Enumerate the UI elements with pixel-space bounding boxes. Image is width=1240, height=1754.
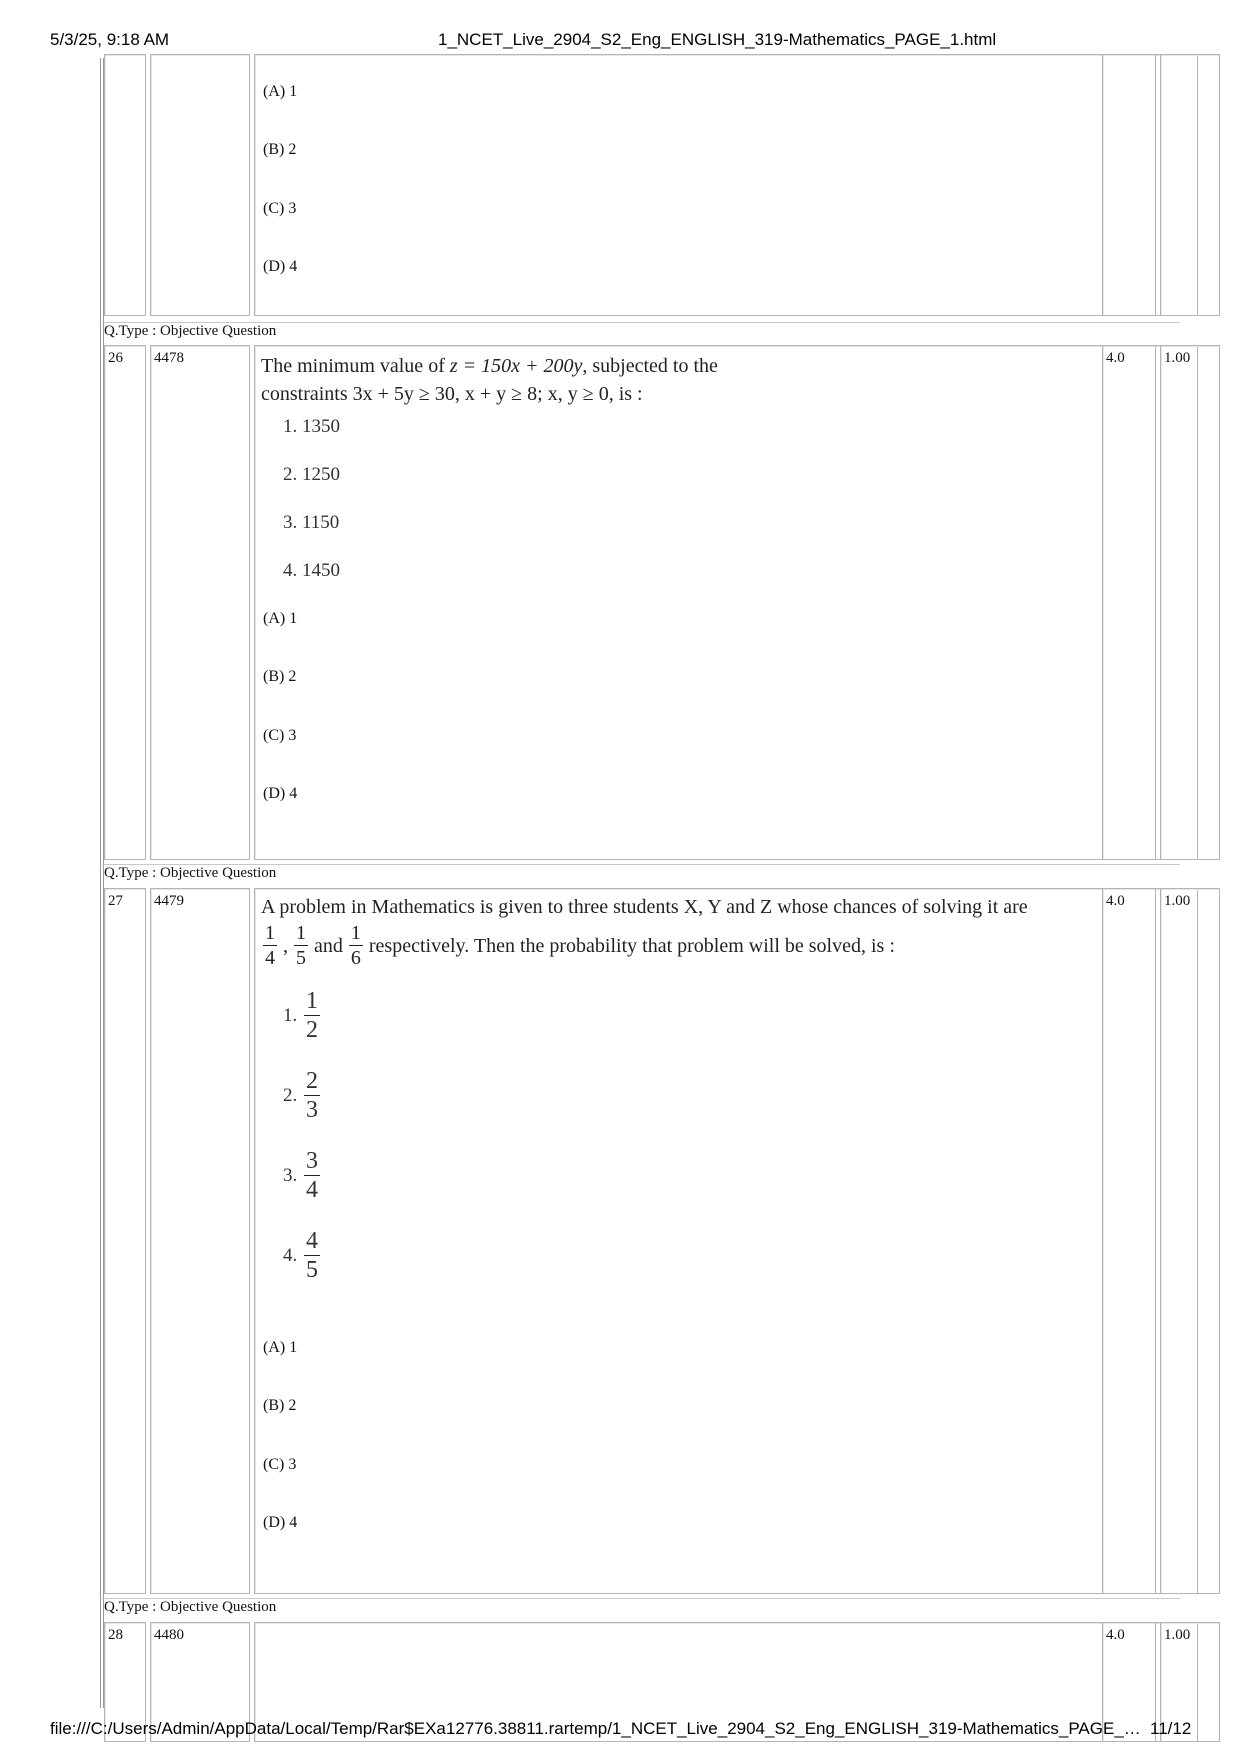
prev-neg-cell (1160, 54, 1220, 316)
question-text-line-2: $\frac{1}{4}$ , $\frac{1}{5}$ and $\frac{1}{6}$ respectively. Then the probability that problem will be solved, is : (265, 922, 895, 969)
negative-marks-cell (1160, 345, 1220, 860)
question-text: The minimum value of z = 150x + 200y, subjected to the constraints 3x + 5y ≥ 30, x + y ≥ 8; x, y ≥ 0, is : (261, 355, 718, 405)
question-number-cell (104, 888, 146, 1594)
question-id-cell (150, 345, 250, 860)
question-number: 26 (108, 350, 123, 366)
option-c: (C) 3 (263, 200, 297, 217)
question-id: 4478 (154, 350, 184, 366)
question-id-cell (150, 888, 250, 1594)
question-type-label: Q.Type : Objective Question (104, 865, 277, 881)
option-a: (A) 1 (263, 1339, 298, 1356)
question-text-line-1: A problem in Mathematics is given to three students X, Y and Z whose chances of solving it are (261, 896, 1028, 918)
question-body-cell (254, 888, 1198, 1594)
prev-number-cell (104, 54, 146, 316)
chance-y-fraction: $\frac{1}{5}$ (296, 922, 306, 969)
answer-choice-3: 3. 1150 (283, 512, 340, 533)
negative-marks-value: 1.00 (1164, 350, 1191, 366)
question-number-cell (104, 345, 146, 860)
marks-value: 4.0 (1106, 893, 1125, 909)
question-number: 28 (108, 1627, 123, 1643)
question-document (100, 58, 1191, 1708)
chance-z-fraction: $\frac{1}{6}$ (350, 922, 361, 969)
answer-choice-4: 4. 1450 (283, 560, 340, 581)
answer-choice-3: 3. $\frac{3}{4}$ (283, 1148, 318, 1203)
option-a: (A) 1 (263, 610, 298, 627)
option-b: (B) 2 (263, 1397, 297, 1414)
option-b: (B) 2 (263, 668, 297, 685)
question-id: 4479 (154, 893, 184, 909)
negative-marks-value: 1.00 (1164, 893, 1191, 909)
question-number: 27 (108, 893, 123, 909)
prev-id-cell (150, 54, 250, 316)
option-b: (B) 2 (263, 141, 297, 158)
option-d: (D) 4 (263, 785, 298, 802)
marks-value: 4.0 (1106, 1627, 1125, 1643)
answer-choice-2: 2. $\frac{2}{3}$ (283, 1068, 318, 1123)
question-id: 4480 (154, 1627, 184, 1643)
print-page-title: 1_NCET_Live_2904_S2_Eng_ENGLISH_319-Mathematics_PAGE_1.html (438, 30, 997, 49)
objective-function: z = 150x + 200y (449, 355, 583, 377)
prev-marks-cell (1102, 54, 1156, 316)
negative-marks-value: 1.00 (1164, 1627, 1191, 1643)
option-c: (C) 3 (263, 1456, 297, 1473)
option-d: (D) 4 (263, 258, 298, 275)
option-a: (A) 1 (263, 83, 298, 100)
marks-value: 4.0 (1106, 350, 1125, 366)
answer-choice-4: 4. $\frac{4}{5}$ (283, 1228, 318, 1283)
print-file-path: file:///C:/Users/Admin/AppData/Local/Temp/Rar$EXa12776.38811.rartemp/1_NCET_Live_2904_S2_Eng_ENGLISH_319-Mathematics_PAGE_… (50, 1719, 1141, 1738)
option-c: (C) 3 (263, 727, 297, 744)
marks-cell (1102, 345, 1156, 860)
answer-choice-1: 1. $\frac{1}{2}$ (283, 988, 318, 1043)
print-datetime: 5/3/25, 9:18 AM (50, 30, 170, 49)
chance-x-fraction: $\frac{1}{4}$ (265, 922, 275, 969)
question-body-cell (254, 345, 1198, 860)
question-type-label: Q.Type : Objective Question (104, 1599, 277, 1615)
answer-choice-1: 1. 1350 (283, 416, 340, 437)
option-d: (D) 4 (263, 1514, 298, 1531)
answer-choice-2: 2. 1250 (283, 464, 340, 485)
prev-question-cell (254, 54, 1198, 316)
negative-marks-cell (1160, 888, 1220, 1594)
question-type-label: Q.Type : Objective Question (104, 323, 277, 339)
print-page-number: 11/12 (1150, 1719, 1192, 1738)
marks-cell (1102, 888, 1156, 1594)
